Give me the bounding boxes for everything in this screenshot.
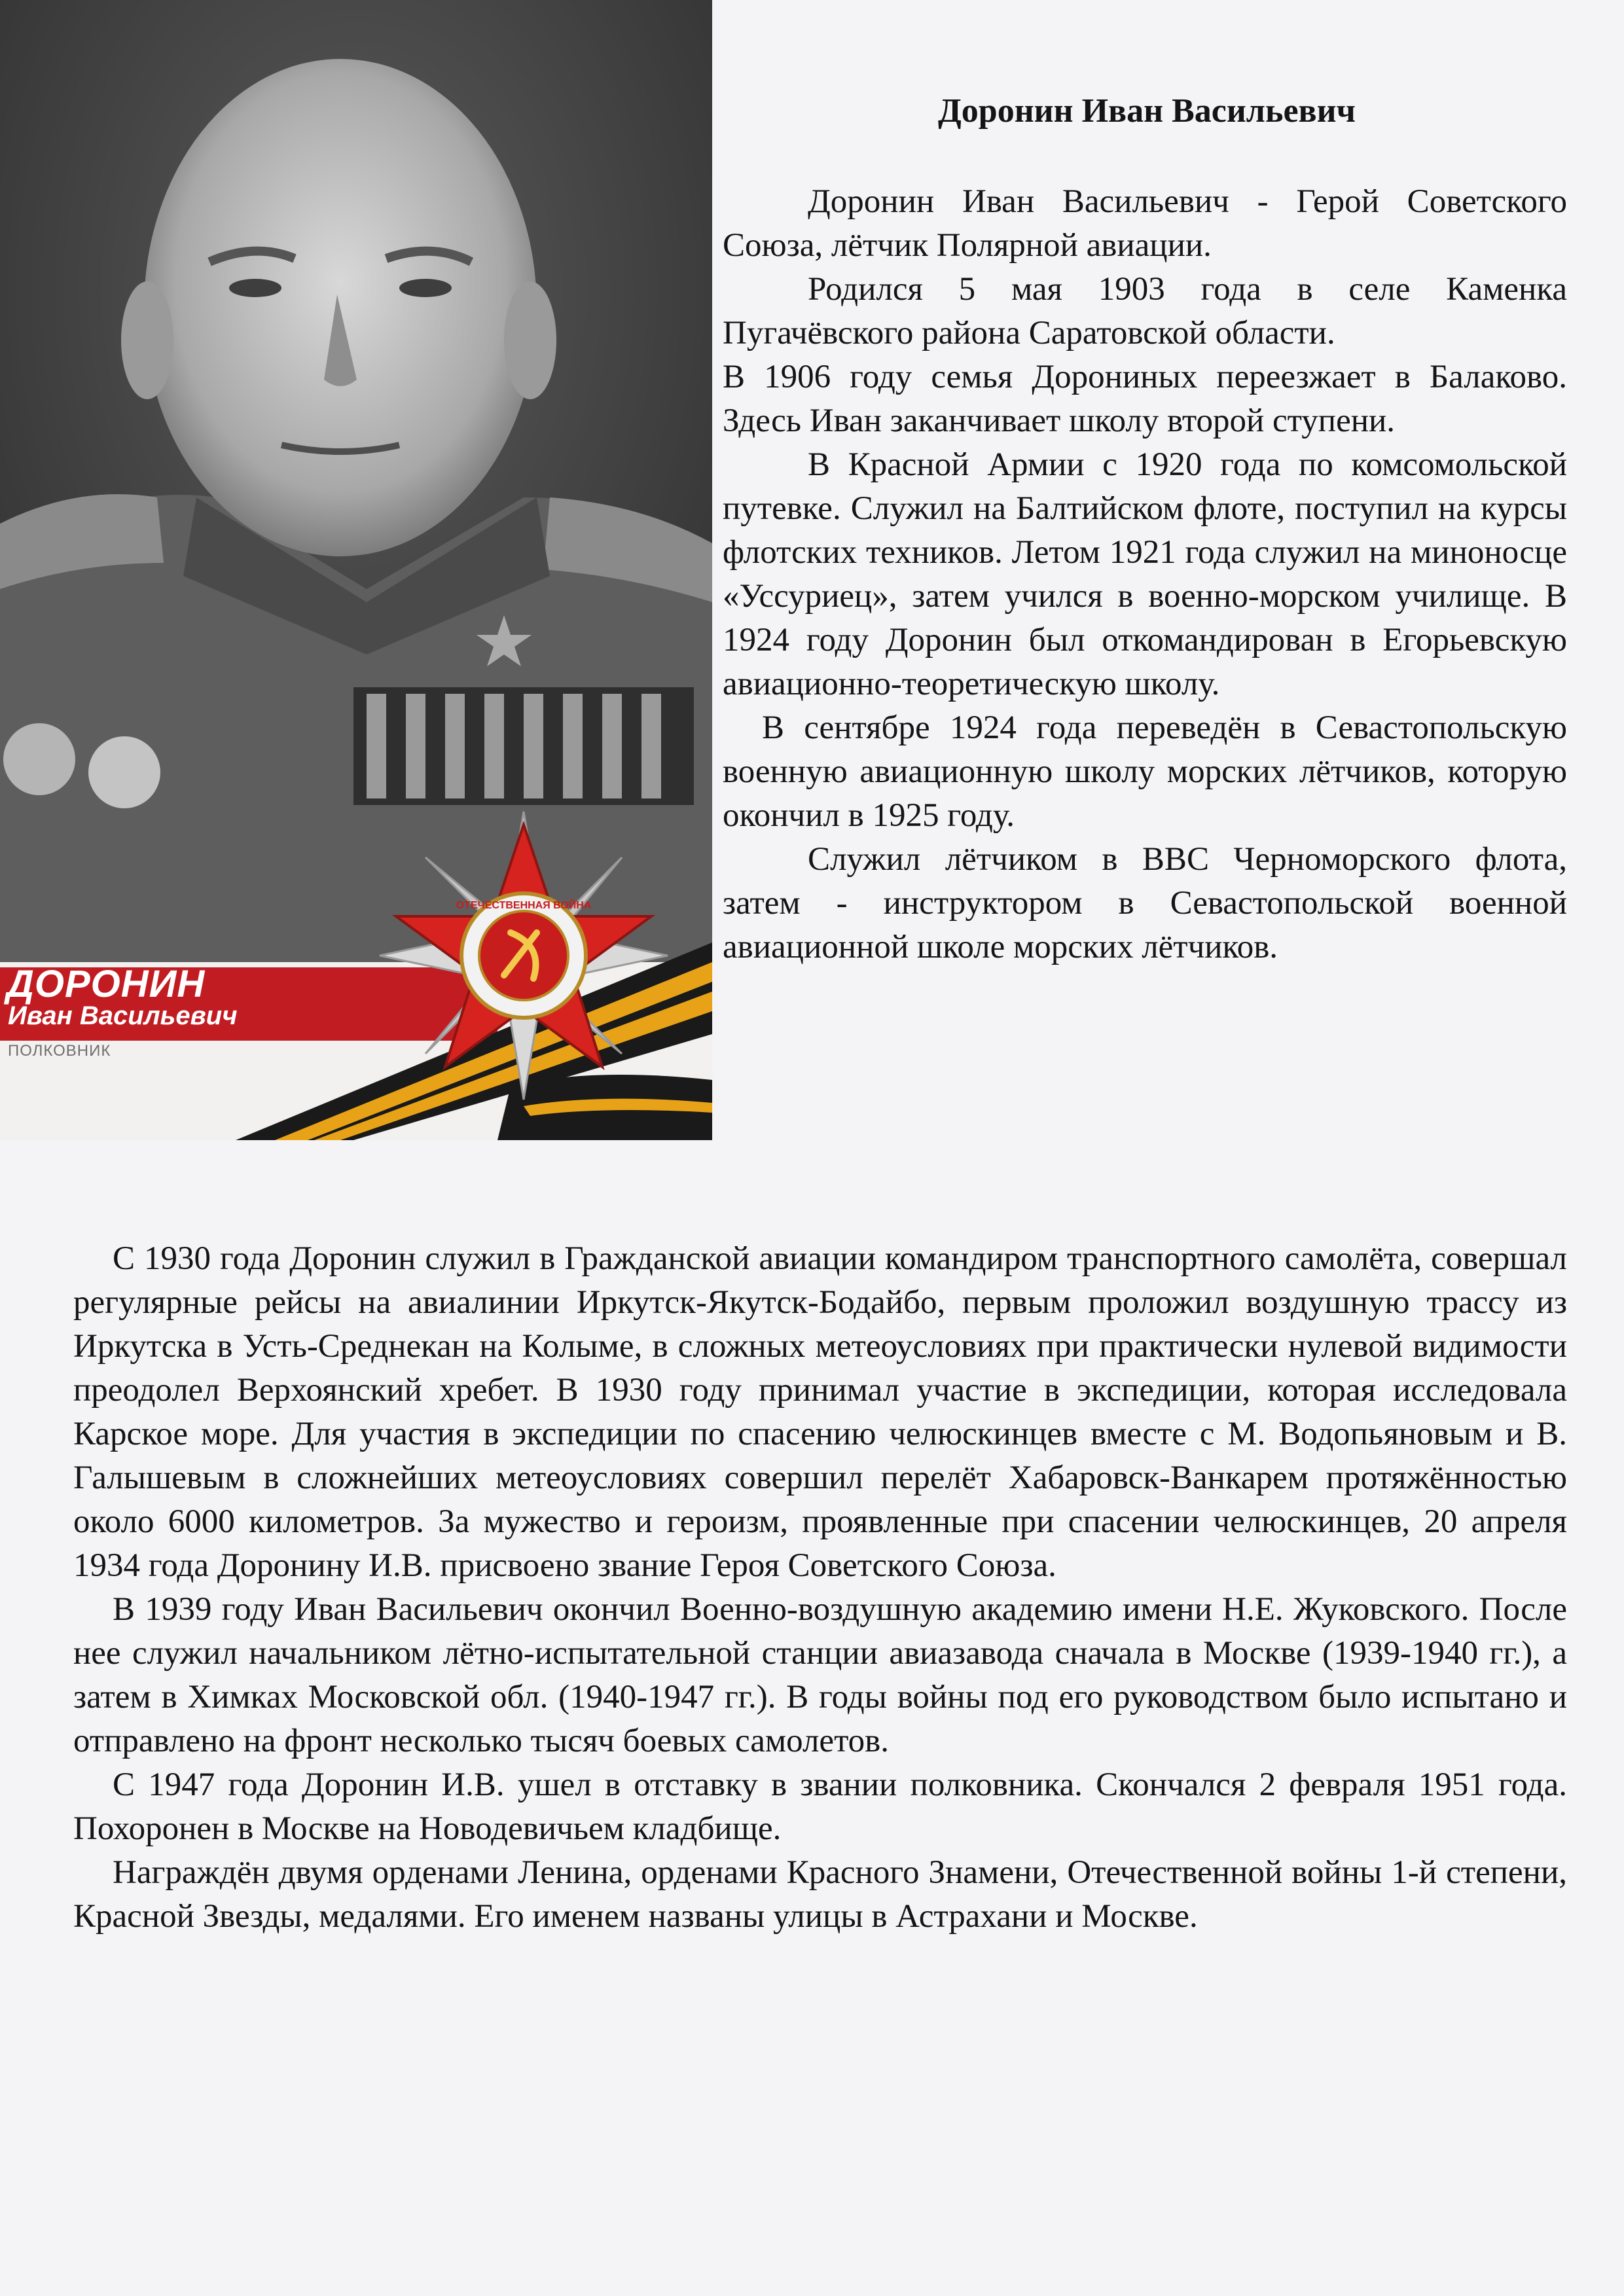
paragraph: В Красной Армии с 1920 года по комсомольской путевке. Служил на Балтийском флоте, поступил на курсы флотских техников. Летом 1921 года служил на миноносце «Уссуриец», затем учился в военно-морском училище. В 1924 году Доронин был откомандирован в Егорьевскую авиационно-теоретическую школу. <box>723 446 1567 702</box>
portrait-card <box>0 0 712 1140</box>
paragraph: Родился 5 мая 1903 года в селе Каменка Пугачёвского района Саратовской области. <box>723 271 1567 351</box>
paragraph: В 1939 году Иван Васильевич окончил Военно-воздушную академию имени Н.Е. Жуковского. После нее служил начальником лётно-испытательной станции авиазавода сначала в Москве (1939-1940 гг.), а затем в Химках Московской обл. (1940-1947 гг.). В годы войны под его руководством было испытано и отправлено на фронт несколько тысяч боевых самолетов. <box>73 1591 1567 1759</box>
paragraph: С 1930 года Доронин служил в Гражданской авиации командиром транспортного самолёта, совершал регулярные рейсы на авиалинии Иркутск-Якутск-Бодайбо, первым проложил воздушную трассу из Иркутска в Усть-Среднекан на Колыме, в сложных метеоусловиях при практически нулевой видимости преодолел Верхоянский хребет. В 1930 году принимал участие в экспедиции, которая исследовала Карское море. Для участия в экспедиции по спасению челюскинцев вместе с М. Водопьяновым и В. Галышевым в сложнейших метеоусловиях совершил перелёт Хабаровск-Ванкарем протяжённостью около 6000 километров. За мужество и героизм, проявленные при спасении челюскинцев, 20 апреля 1934 года Доронину И.В. присвоено звание Героя Советского Союза. <box>73 1240 1567 1584</box>
paragraph: С 1947 года Доронин И.В. ушел в отставку в звании полковника. Скончался 2 февраля 1951 года. Похоронен в Москве на Новодевичьем кладбище. <box>73 1767 1567 1847</box>
card-rank: ПОЛКОВНИК <box>8 1042 111 1060</box>
biography-full <box>73 1237 1567 1939</box>
order-inscription: ОТЕЧЕСТВЕННАЯ ВОЙНА <box>456 900 592 911</box>
paragraph: Доронин Иван Васильевич - Герой Советского Союза, лётчик Полярной авиации. <box>723 183 1567 264</box>
card-name: Иван Васильевич <box>8 1001 238 1030</box>
paragraph: В сентябре 1924 года переведён в Севастопольскую военную авиационную школу морских лётчиков, которую окончил в 1925 году. <box>723 709 1567 834</box>
card-surname: ДОРОНИН <box>7 963 206 1005</box>
paragraph: В 1906 году семья Дорониных переезжает в Балаково. Здесь Иван заканчивает школу второй ступени. <box>723 359 1567 439</box>
page-title: Доронин Иван Васильевич <box>938 92 1356 130</box>
order-of-patriotic-war-icon <box>367 798 681 1113</box>
biography-column <box>723 180 1567 969</box>
paragraph: Награждён двумя орденами Ленина, орденами Красного Знамени, Отечественной войны 1-й степени, Красной Звезды, медалями. Его именем названы улицы в Астрахани и Москве. <box>73 1854 1567 1935</box>
paragraph: Служил лётчиком в ВВС Черноморского флота, затем - инструктором в Севастопольской военной авиационной школе морских лётчиков. <box>723 841 1567 965</box>
